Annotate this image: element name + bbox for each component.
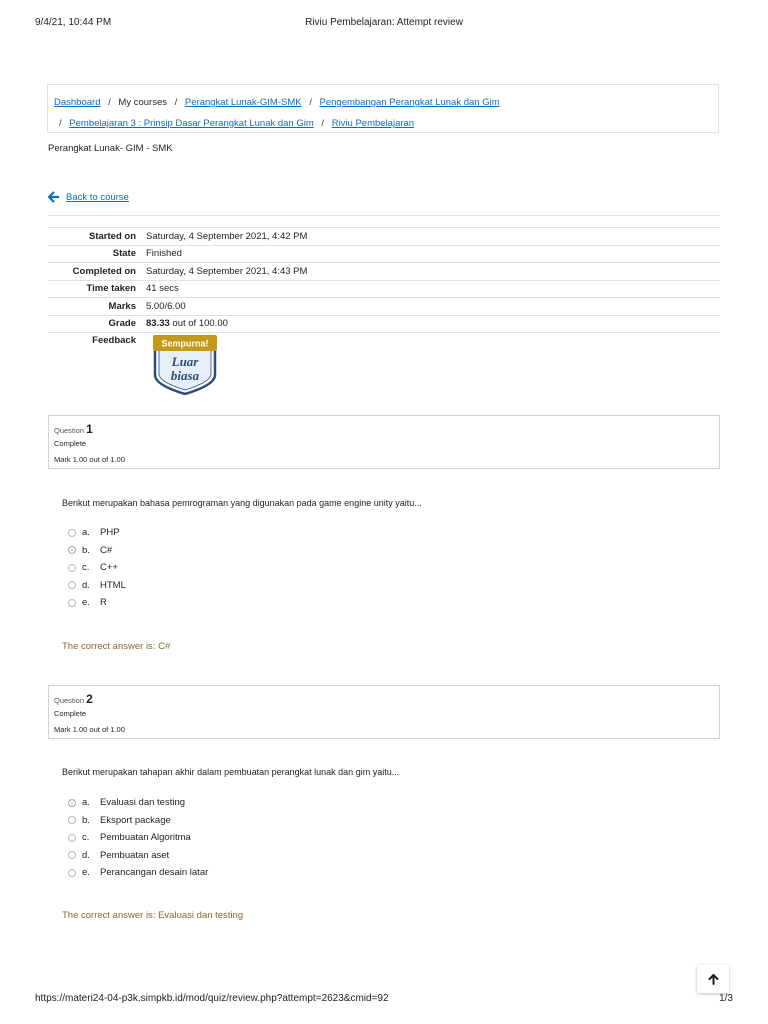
question-status: Complete [54, 709, 87, 718]
back-to-top-button[interactable] [697, 965, 729, 993]
arrow-left-icon [48, 191, 60, 203]
answer-text: C# [100, 544, 113, 556]
course-name: Perangkat Lunak- GIM - SMK [48, 143, 173, 154]
arrow-up-icon [708, 974, 719, 985]
answer-letter: a. [82, 527, 90, 539]
print-url: https://materi24-04-p3k.simpkb.id/mod/quiz/review.php?attempt=2623&cmid=92 [35, 993, 389, 1004]
answer-option[interactable] [68, 794, 208, 812]
summary-label: Started on [89, 230, 136, 242]
question-label: Question [54, 426, 85, 435]
question-text-1: Berikut merupakan bahasa pemrograman yang digunakan pada game engine unity yaitu... [62, 498, 422, 508]
question-text-2: Berikut merupakan tahapan akhir dalam pembuatan perangkat lunak dan gim yaitu... [62, 767, 400, 777]
answer-letter: a. [82, 797, 90, 809]
answer-text: Pembuatan aset [100, 849, 170, 861]
summary-value: 41 secs [146, 283, 179, 295]
summary-row-grade [48, 316, 720, 334]
radio-button-selected[interactable] [68, 799, 76, 807]
breadcrumb-separator: / [174, 97, 178, 108]
question-mark: Mark 1.00 out of 1.00 [54, 725, 125, 734]
breadcrumb-course[interactable]: Perangkat Lunak-GIM-SMK [184, 97, 302, 108]
answer-option[interactable] [68, 594, 126, 612]
answer-option[interactable] [68, 847, 208, 865]
question-mark: Mark 1.00 out of 1.00 [54, 455, 125, 464]
breadcrumb-separator: / [59, 118, 62, 129]
answer-option[interactable] [68, 524, 126, 542]
print-title: Riviu Pembelajaran: Attempt review [305, 17, 463, 28]
question-label: Question [54, 696, 85, 705]
answer-letter: c. [82, 562, 90, 574]
summary-label: Feedback [92, 335, 136, 346]
answer-letter: b. [82, 544, 90, 556]
back-to-course[interactable] [48, 191, 129, 203]
answer-letter: d. [82, 579, 90, 591]
answer-letter: e. [82, 597, 90, 609]
summary-value: 5.00/6.00 [146, 300, 186, 312]
radio-button[interactable] [68, 869, 76, 877]
radio-button[interactable] [68, 851, 76, 859]
breadcrumb-separator: / [321, 118, 325, 129]
badge-top-text: Sempurna! [161, 338, 209, 349]
print-datetime: 9/4/21, 10:44 PM [35, 17, 112, 28]
question-info-2 [48, 685, 720, 739]
answer-list-1 [68, 524, 126, 612]
answer-option[interactable] [68, 542, 126, 560]
answer-option[interactable] [68, 829, 208, 847]
summary-value: Saturday, 4 September 2021, 4:43 PM [146, 265, 308, 277]
summary-label: Completed on [72, 265, 136, 277]
print-header [35, 17, 733, 31]
breadcrumb-my-courses: My courses [118, 97, 167, 108]
breadcrumb-dashboard[interactable]: Dashboard [54, 97, 101, 108]
correct-answer-1: The correct answer is: C# [62, 641, 171, 652]
answer-letter: b. [82, 814, 90, 826]
question-number-value: 1 [86, 422, 93, 436]
breadcrumb-lesson[interactable]: Pembelajaran 3 : Prinsip Dasar Perangkat Lunak dan Gim [69, 118, 314, 129]
radio-button[interactable] [68, 529, 76, 537]
breadcrumb-section[interactable]: Pengembangan Perangkat Lunak dan Gim [319, 97, 500, 108]
breadcrumb-separator: / [108, 97, 111, 108]
breadcrumb [47, 84, 719, 133]
feedback-badge [146, 335, 218, 398]
answer-option[interactable] [68, 812, 208, 830]
answer-text: PHP [100, 527, 120, 539]
answer-text: Eksport package [100, 814, 171, 826]
grade-score: 83.33 [146, 318, 170, 330]
answer-text: Perancangan desain latar [100, 867, 209, 879]
summary-row-completed [48, 263, 720, 281]
question-number [54, 692, 714, 706]
radio-button[interactable] [68, 581, 76, 589]
radio-button-selected[interactable] [68, 546, 76, 554]
question-info-1 [48, 415, 720, 469]
answer-option[interactable] [68, 864, 208, 882]
summary-value: Saturday, 4 September 2021, 4:42 PM [146, 230, 308, 242]
summary-label: Grade [108, 318, 136, 330]
badge-line-1: Luar [171, 354, 199, 369]
summary-label: Time taken [86, 283, 136, 295]
summary-row-time [48, 281, 720, 299]
answer-letter: e. [82, 867, 90, 879]
breadcrumb-separator: / [309, 97, 312, 108]
summary-label: Marks [108, 300, 136, 312]
answer-text: Pembuatan Algoritma [100, 832, 191, 844]
summary-row-started [48, 227, 720, 246]
question-number [54, 422, 714, 436]
summary-label: State [112, 248, 136, 260]
summary-row-state [48, 246, 720, 264]
print-page-number: 1/3 [719, 993, 733, 1004]
answer-text: HTML [100, 579, 126, 591]
summary-value [146, 318, 228, 329]
radio-button[interactable] [68, 599, 76, 607]
answer-text: C++ [100, 562, 118, 574]
back-to-course-link[interactable]: Back to course [66, 191, 129, 203]
attempt-summary [48, 215, 720, 407]
print-footer [35, 993, 733, 1005]
answer-text: R [100, 597, 107, 609]
summary-row-marks [48, 298, 720, 316]
radio-button[interactable] [68, 816, 76, 824]
correct-answer-2: The correct answer is: Evaluasi dan testing [62, 910, 244, 921]
answer-option[interactable] [68, 559, 126, 577]
answer-letter: d. [82, 849, 90, 861]
answer-option[interactable] [68, 577, 126, 595]
grade-suffix: out of 100.00 [169, 318, 228, 330]
answer-list-2 [68, 794, 208, 882]
feedback-badge-image [152, 335, 218, 395]
question-status: Complete [54, 439, 87, 448]
badge-line-2: biasa [170, 368, 200, 383]
radio-button[interactable] [68, 834, 76, 842]
summary-row-feedback [48, 333, 720, 407]
answer-letter: c. [82, 832, 90, 844]
summary-value: Finished [146, 248, 182, 260]
radio-button[interactable] [68, 564, 76, 572]
question-number-value: 2 [86, 692, 93, 706]
breadcrumb-quiz[interactable]: Riviu Pembelajaran [331, 118, 415, 129]
answer-text: Evaluasi dan testing [100, 797, 186, 809]
